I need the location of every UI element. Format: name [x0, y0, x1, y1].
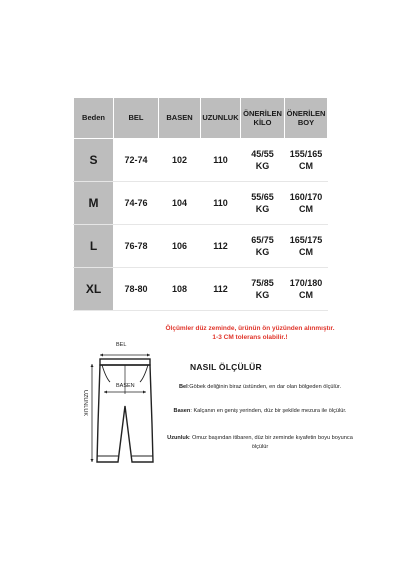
kilo-value: 45/55 KG: [241, 139, 285, 182]
note-line-2: 1-3 CM tolerans olabilir.!: [212, 334, 288, 342]
bel-value: 78-80: [114, 268, 159, 311]
size-label: S: [74, 139, 114, 182]
header-beden: Beden: [74, 98, 114, 139]
table-row: [74, 139, 328, 182]
size-label: M: [74, 182, 114, 225]
desc-basen-term: Basen: [173, 408, 191, 414]
desc-uzunluk-term: Uzunluk: [167, 435, 189, 441]
uzunluk-label: UZUNLUK: [81, 390, 88, 416]
desc-bel: [160, 383, 360, 392]
bel-value: 72-74: [114, 139, 159, 182]
desc-uzunluk-text: : Omuz başından itibaren, düz bir zeminde kıyafetin boyu boyunca ölçülür: [188, 435, 353, 450]
table-row: [74, 268, 328, 311]
how-to-measure-title: NASIL ÖLÇÜLÜR: [190, 362, 262, 372]
size-chart-table: [73, 97, 328, 311]
kilo-value: 55/65 KG: [241, 182, 285, 225]
note-line-1: Ölçümler düz zeminde, ürünün ön yüzünden alınmıştır.: [165, 325, 335, 332]
uzunluk-value: 112: [201, 225, 241, 268]
uzunluk-value: 110: [201, 139, 241, 182]
header-uzunluk: UZUNLUK: [201, 98, 241, 139]
bel-value: 74-76: [114, 182, 159, 225]
table-header-row: [74, 98, 328, 139]
bel-value: 76-78: [114, 225, 159, 268]
pants-diagram: [80, 334, 160, 474]
size-label: L: [74, 225, 114, 268]
header-onerilen-kilo: ÖNERİLEN KİLO: [241, 98, 285, 139]
desc-basen: [160, 407, 360, 416]
basen-value: 104: [159, 182, 201, 225]
desc-bel-term: Bel: [178, 384, 188, 390]
desc-bel-text: :Göbek deliğinin biraz üstünden, en dar olan bölgeden ölçülür.: [187, 384, 342, 390]
uzunluk-value: 110: [201, 182, 241, 225]
size-label: XL: [74, 268, 114, 311]
header-basen: BASEN: [159, 98, 201, 139]
boy-value: 170/180 CM: [285, 268, 328, 311]
measurement-note: [150, 324, 350, 343]
header-onerilen-boy: ÖNERİLEN BOY: [285, 98, 328, 139]
basen-label: BASEN: [116, 383, 135, 389]
uzunluk-value: 112: [201, 268, 241, 311]
basen-value: 102: [159, 139, 201, 182]
table-row: [74, 225, 328, 268]
desc-basen-text: : Kalçanın en geniş yerinden, düz bir şekilde mezura ile ölçülür.: [190, 408, 347, 414]
kilo-value: 65/75 KG: [241, 225, 285, 268]
table-row: [74, 182, 328, 225]
boy-value: 160/170 CM: [285, 182, 328, 225]
basen-value: 106: [159, 225, 201, 268]
boy-value: 165/175 CM: [285, 225, 328, 268]
header-bel: BEL: [114, 98, 159, 139]
boy-value: 155/165 CM: [285, 139, 328, 182]
kilo-value: 75/85 KG: [241, 268, 285, 311]
pants-illustration: [80, 334, 160, 474]
desc-uzunluk: [160, 434, 360, 452]
basen-value: 108: [159, 268, 201, 311]
bel-label: BEL: [116, 342, 127, 348]
